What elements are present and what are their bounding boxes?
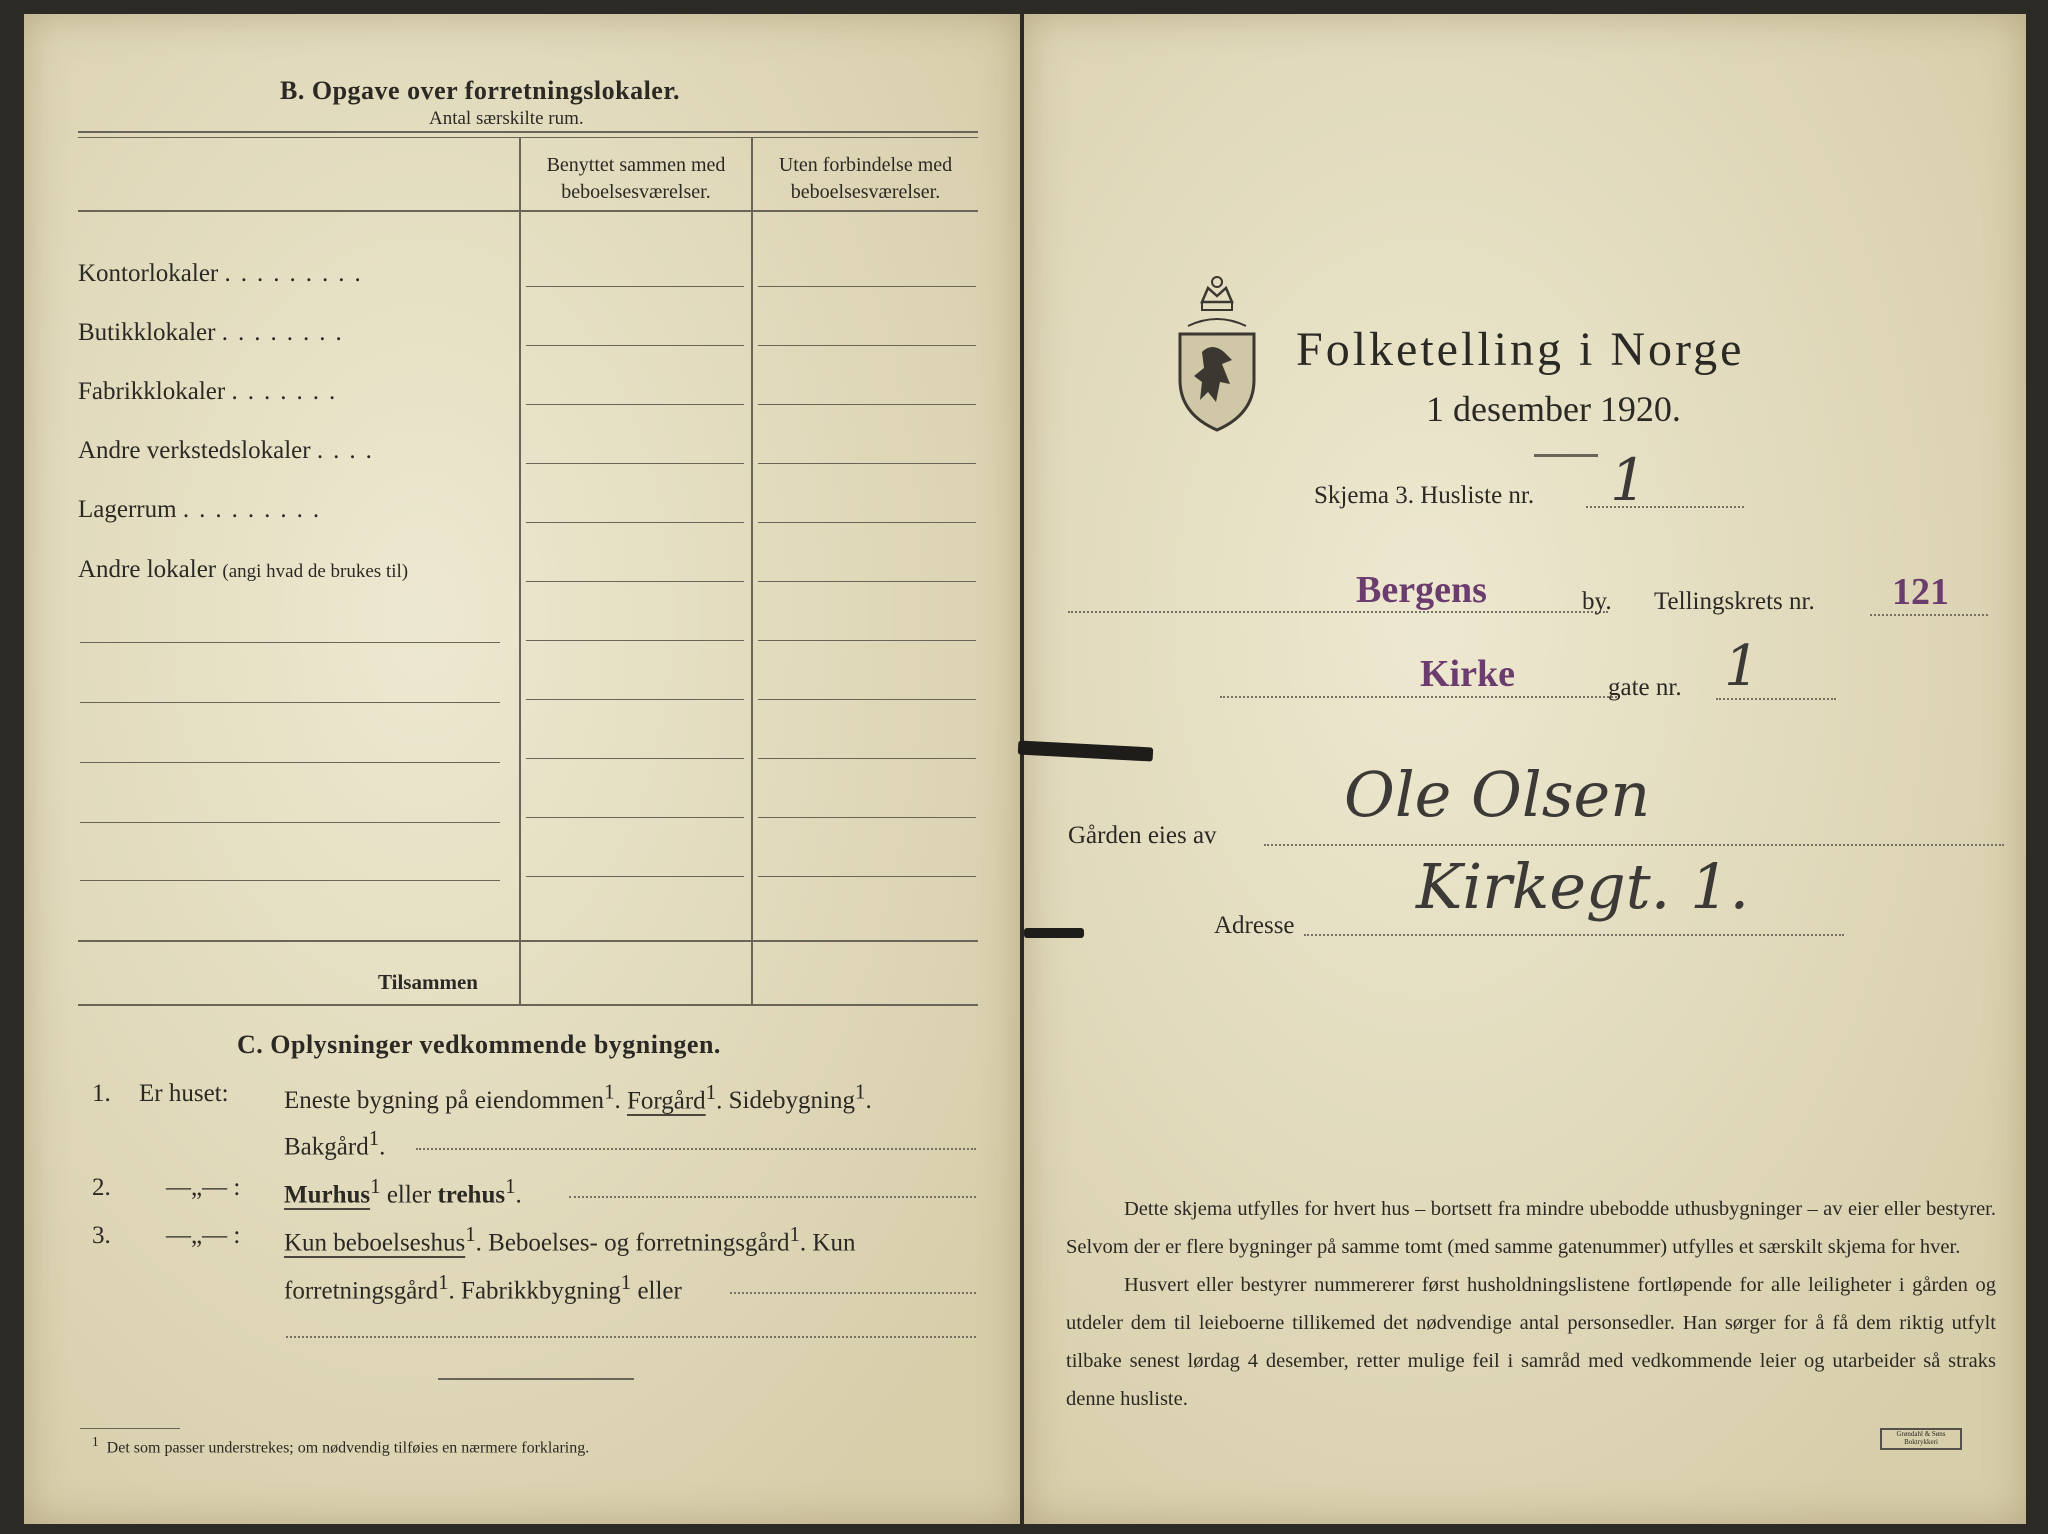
option-kun-label: Kun	[812, 1229, 856, 1257]
rule	[78, 137, 978, 138]
section-c-title: C. Oplysninger vedkommende bygningen.	[237, 1030, 721, 1059]
q3-options: Kun beboelseshus$^1$. Beboelses- og forretningsgård$^1$. Kun	[284, 1222, 856, 1257]
tear-mark	[1024, 928, 1084, 938]
row-label-andre-lokaler: Andre lokaler (angi hvad de brukes til)	[78, 556, 409, 583]
instructions	[1066, 1190, 1996, 1418]
owner-label: Gården eies av	[1068, 822, 1217, 849]
fill-line	[1220, 696, 1620, 698]
column-divider	[519, 138, 521, 1004]
row-label-kontorlokaler: Kontorlokaler .........	[78, 260, 371, 287]
coat-of-arms-icon	[1172, 272, 1262, 442]
option-kun-forretningsgard[interactable]: forretningsgård	[284, 1277, 439, 1305]
city-stamp[interactable]: Bergens	[1356, 569, 1487, 611]
owner-signature[interactable]: Ole Olsen	[1344, 758, 1651, 831]
krets-label: Tellingskrets nr.	[1654, 588, 1815, 615]
footnote-rule	[80, 1428, 180, 1429]
option-fabrikkbygning[interactable]: Fabrikkbygning	[461, 1277, 621, 1305]
total-label: Tilsammen	[378, 970, 478, 994]
fill-line	[1304, 934, 1844, 936]
instruction-paragraph: Dette skjema utfylles for hvert hus – bortsett fra mindre ubebodde uthusbygninger – av eier eller bestyrer. Selvom der er flere bygninger på samme tomt (med samme gatenummer) utfylles et særskilt skjema for hver.	[1066, 1198, 1996, 1258]
gate-number[interactable]: 1	[1724, 634, 1760, 699]
census-date: 1 desember 1920.	[1426, 389, 1681, 429]
rule	[78, 940, 978, 942]
printer-mark: Grøndahl & Søns Boktrykkeri	[1880, 1428, 1962, 1450]
option-bakgard[interactable]: Bakgård$^1$.	[284, 1126, 386, 1161]
fill-line	[1870, 614, 1988, 616]
gate-label: gate nr.	[1608, 674, 1682, 701]
fill-line	[416, 1148, 976, 1150]
option-beboelses-forretningsgard[interactable]: Beboelses- og forretningsgård	[488, 1229, 790, 1257]
section-b-subtitle: Antal særskilte rum.	[429, 108, 584, 129]
krets-number[interactable]: 121	[1892, 571, 1949, 613]
city-suffix: by.	[1582, 588, 1612, 615]
q2-number: 2.	[92, 1174, 111, 1201]
q1-options: Eneste bygning på eiendommen$^1$. Forgård$^1$. Sidebygning$^1$.	[284, 1080, 872, 1115]
q1-label: Er huset:	[139, 1080, 229, 1107]
option-sidebygning[interactable]: Sidebygning$^1$.	[728, 1080, 872, 1115]
address-handwritten[interactable]: Kirkegt. 1.	[1416, 850, 1750, 923]
q3-label: —„— :	[166, 1222, 241, 1249]
fill-line	[1586, 506, 1744, 508]
column-divider	[751, 138, 753, 1004]
address-label: Adresse	[1214, 912, 1295, 939]
fill-line	[1068, 611, 1608, 613]
q2-options: Murhus$^1$ eller trehus$^1$.	[284, 1174, 522, 1209]
fill-line	[1264, 844, 2004, 846]
row-label-andre-verksteds: Andre verkstedslokaler ....	[78, 437, 382, 464]
q3-number: 3.	[92, 1222, 111, 1249]
rule	[78, 131, 978, 133]
section-b-title: B. Opgave over forretningslokaler.	[280, 76, 681, 105]
column-header-separate: Uten forbindelse med beboelsesværelser.	[778, 154, 953, 203]
option-kun-beboelseshus[interactable]: Kun beboelseshus	[284, 1229, 466, 1257]
option-trehus[interactable]: trehus	[437, 1181, 506, 1209]
q1-number: 1.	[92, 1080, 111, 1107]
rule	[78, 1004, 978, 1006]
separator	[438, 1378, 634, 1380]
option-murhus[interactable]: Murhus	[284, 1181, 371, 1209]
row-label-fabrikklokaler: Fabrikklokaler .......	[78, 378, 346, 405]
title-rule	[1534, 454, 1598, 457]
street-stamp[interactable]: Kirke	[1420, 653, 1515, 695]
right-page	[1024, 14, 2026, 1524]
husliste-number[interactable]: 1	[1610, 446, 1647, 514]
column-header-combined: Benyttet sammen med beboelsesværelser.	[546, 154, 726, 203]
instruction-paragraph: Husvert eller bestyrer nummererer først husholdningslistene fortløpende for alle leiligheter i gården og utdeler dem til leieboerne tillikemed det nødvendige antal personsedler. Han sørger for å få dem riktig utfylt tilbake senest lørdag 4 desember, retter mulige feil i samråd med vedkommende leier og utarbeider så straks denne husliste.	[1066, 1274, 1996, 1410]
option-forgard[interactable]: Forgård	[626, 1087, 706, 1115]
q3-options-line2: forretningsgård$^1$. Fabrikkbygning$^1$ eller	[284, 1270, 682, 1305]
left-page	[24, 14, 1020, 1524]
main-title: Folketelling i Norge	[1296, 323, 1745, 376]
row-label-lagerrum: Lagerrum .........	[78, 496, 330, 523]
row-label-butikklokaler: Butikklokaler ........	[78, 319, 352, 346]
q2-label: —„— :	[166, 1174, 241, 1201]
fill-line	[1716, 698, 1836, 700]
fill-line	[730, 1292, 976, 1294]
footnote: $^1$ Det som passer understrekes; om nødvendig tilføies en nærmere forklaring.	[92, 1434, 590, 1457]
option-eneste-bygning[interactable]: Eneste bygning på eiendommen$^1$.	[284, 1080, 621, 1115]
fill-line	[286, 1336, 976, 1338]
rule	[78, 210, 978, 212]
skjema-label: Skjema 3. Husliste nr.	[1314, 482, 1535, 509]
fill-line	[569, 1196, 976, 1198]
